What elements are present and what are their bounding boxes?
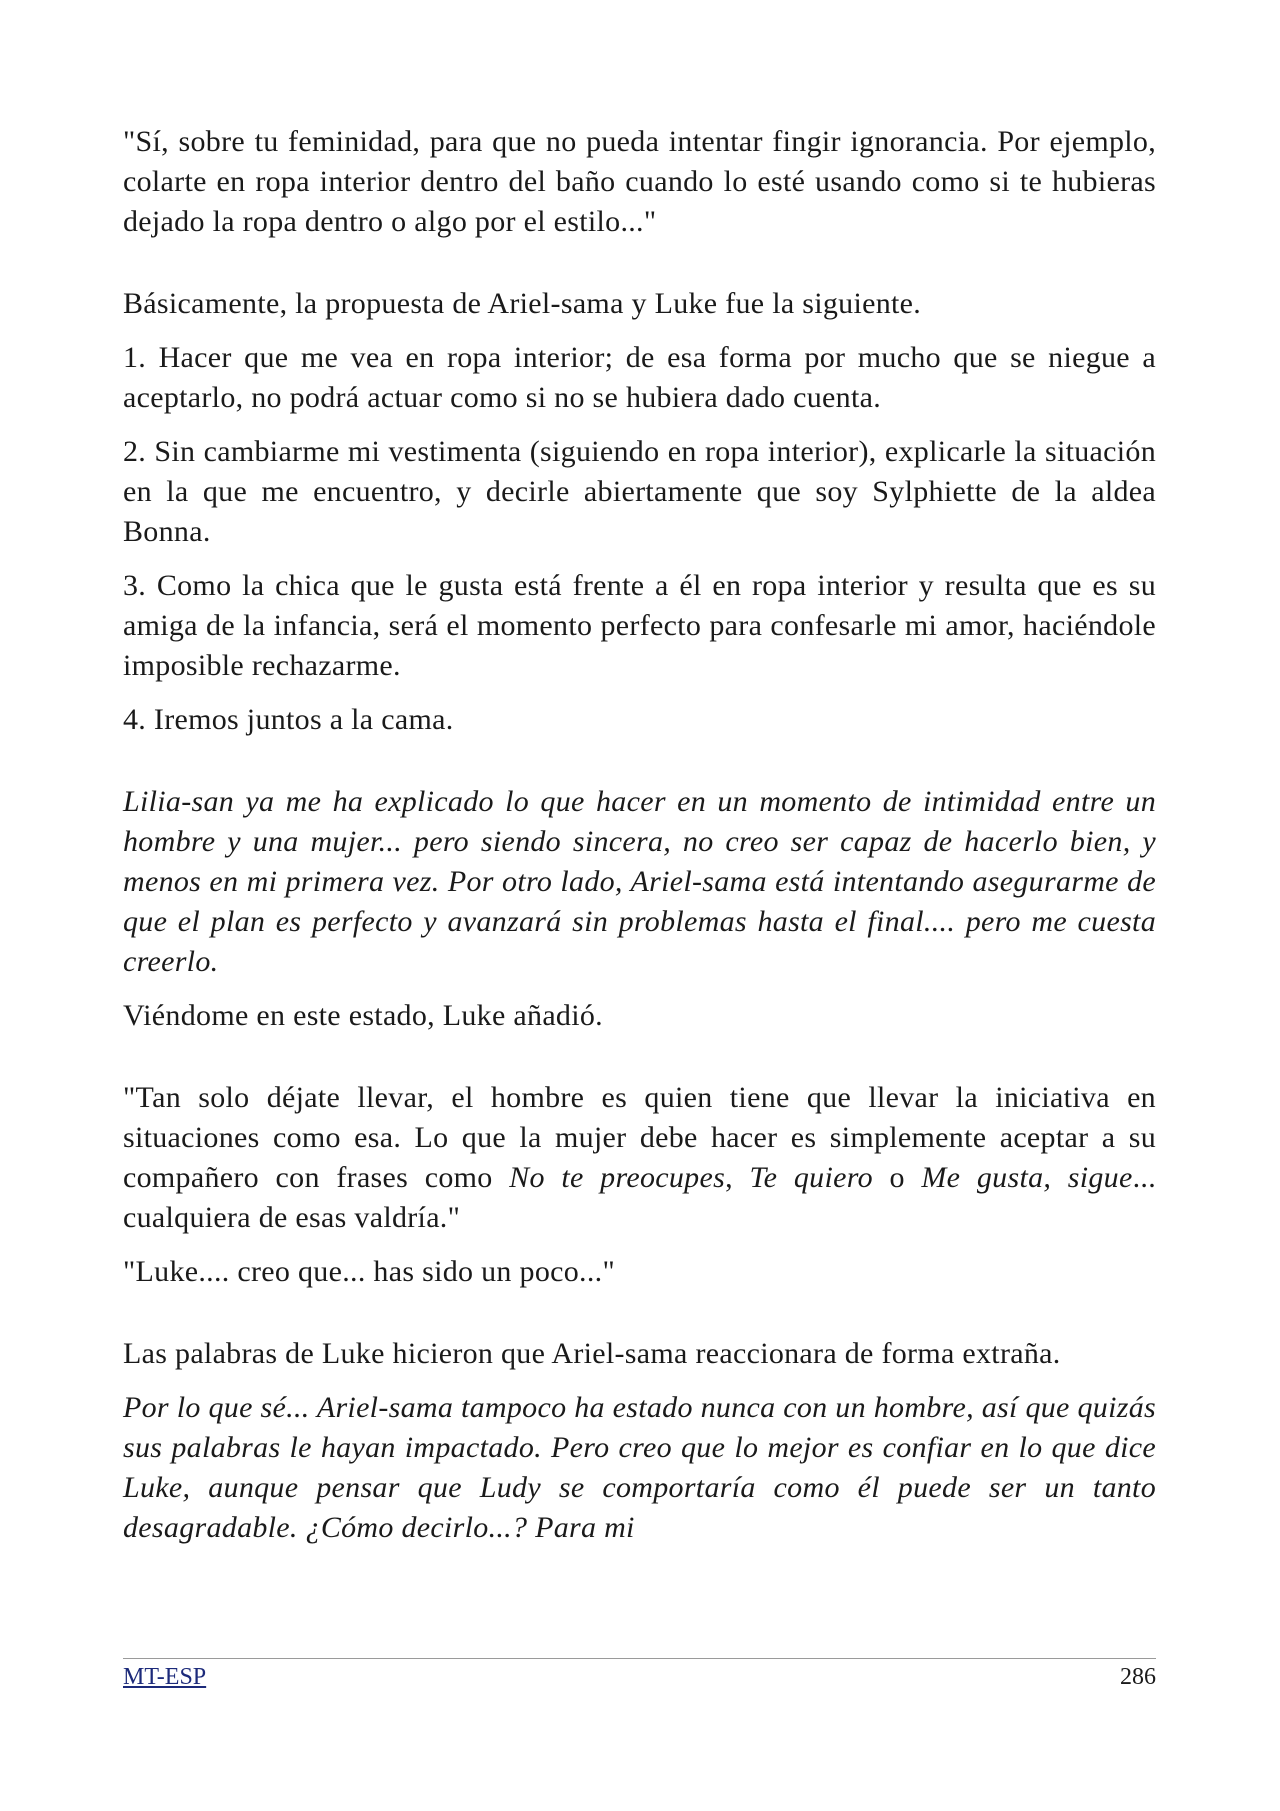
dialogue-phrase-italic: Me gusta, sigue	[921, 1161, 1133, 1194]
dialogue-text: ... cualquiera de esas valdría."	[123, 1161, 1157, 1234]
dialogue-text: ,	[725, 1161, 750, 1194]
paragraph-narration-2: Viéndome en este estado, Luke añadió.	[123, 999, 603, 1032]
dialogue-phrase-italic: Te quiero	[749, 1161, 873, 1194]
dialogue-text: o	[872, 1161, 922, 1194]
list-item-4: 4. Iremos juntos a la cama.	[123, 703, 454, 736]
paragraph-thought-1: Lilia-san ya me ha explicado lo que hacer en un momento de intimidad entre un hombre y una mujer... pero siendo sincera, no creo ser capaz de hacerlo bien, y menos en mi primera vez. Por otro lado, Ariel-sama está intentando asegurarme de que el plan es perfecto y avanzará sin problemas hasta el final.... pero me cuesta creerlo.	[123, 785, 1156, 978]
paragraph-dialogue-2	[123, 1078, 1156, 1238]
dialogue-text: "Tan solo déjate llevar, el hombre es quien tiene que llevar la iniciativa en situaciones como esa. Lo que la mujer debe hacer es simplemente aceptar a su compañero con frases como	[123, 1081, 1156, 1194]
list-item-3: 3. Como la chica que le gusta está frente a él en ropa interior y resulta que es su amiga de la infancia, será el momento perfecto para confesarle mi amor, haciéndole imposible rechazarme.	[123, 569, 1156, 682]
footer-divider	[123, 1658, 1156, 1659]
paragraph-narration-1: Básicamente, la propuesta de Ariel-sama y Luke fue la siguiente.	[123, 287, 922, 320]
list-item-1: 1. Hacer que me vea en ropa interior; de esa forma por mucho que se niegue a aceptarlo, no podrá actuar como si no se hubiera dado cuenta.	[123, 341, 1156, 414]
dialogue-phrase-italic: No te preocupes	[509, 1161, 726, 1194]
page-body	[123, 122, 1156, 1548]
list-item-2: 2. Sin cambiarme mi vestimenta (siguiendo en ropa interior), explicarle la situación en la que me encuentro, y decirle abiertamente que soy Sylphiette de la aldea Bonna.	[123, 435, 1156, 548]
paragraph-thought-2: Por lo que sé... Ariel-sama tampoco ha estado nunca con un hombre, así que quizás sus palabras le hayan impactado. Pero creo que lo mejor es confiar en lo que dice Luke, aunque pensar que Ludy se comportaría como él puede ser un tanto desagradable. ¿Cómo decirlo...? Para mi	[123, 1391, 1156, 1544]
paragraph-dialogue-3: "Luke.... creo que... has sido un poco..."	[123, 1255, 615, 1288]
page-number: 286	[1120, 1664, 1156, 1690]
footer-site-link[interactable]: MT-ESP	[123, 1664, 207, 1690]
paragraph-dialogue-1: "Sí, sobre tu feminidad, para que no pueda intentar fingir ignorancia. Por ejemplo, colarte en ropa interior dentro del baño cuando lo esté usando como si te hubieras dejado la ropa dentro o algo por el estilo..."	[123, 125, 1156, 238]
paragraph-narration-3: Las palabras de Luke hicieron que Ariel-sama reaccionara de forma extraña.	[123, 1337, 1061, 1370]
